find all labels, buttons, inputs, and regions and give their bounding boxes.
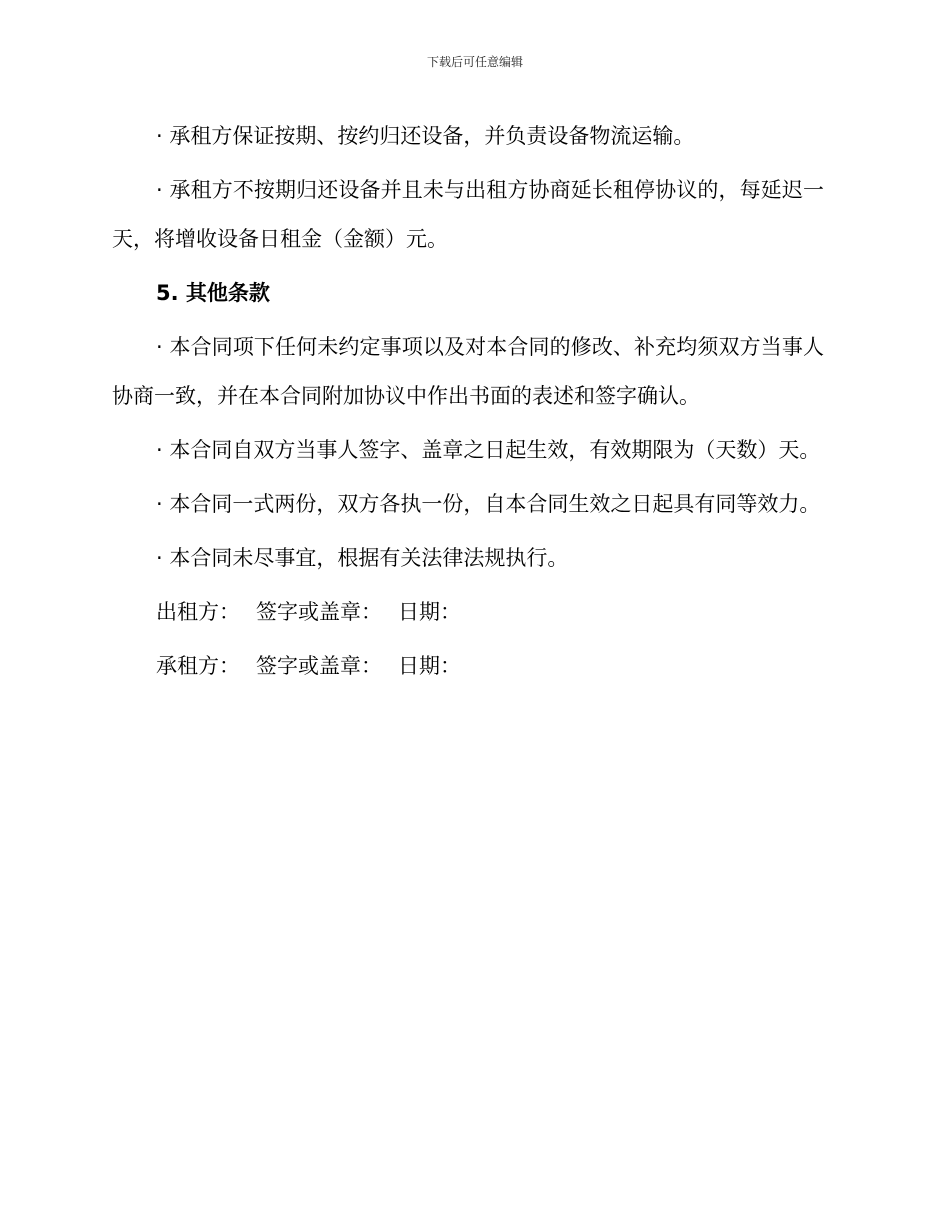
clause-return-equipment: · 承租方保证按期、按约归还设备，并负责设备物流运输。 bbox=[156, 124, 695, 148]
clause-effective-date: · 本合同自双方当事人签字、盖章之日起生效，有效期限为（天数）天。 bbox=[156, 438, 821, 462]
lessee-date-label: 日期： bbox=[398, 654, 461, 678]
page-header: 下载后可任意编辑 bbox=[426, 55, 523, 69]
document-body bbox=[112, 112, 824, 696]
clause-copies: · 本合同一式两份，双方各执一份，自本合同生效之日起具有同等效力。 bbox=[156, 492, 821, 516]
lessee-signature-line bbox=[112, 642, 824, 691]
lessor-sign-label: 签字或盖章： bbox=[256, 600, 382, 624]
lessor-date-label: 日期： bbox=[398, 600, 461, 624]
lessor-label: 出租方： bbox=[156, 600, 240, 624]
lessor-signature-line bbox=[112, 588, 824, 637]
lessee-sign-label: 签字或盖章： bbox=[256, 654, 382, 678]
section-heading-other-terms: 5. 其他条款 bbox=[156, 281, 270, 305]
clause-late-return-penalty: · 承租方不按期归还设备并且未与出租方协商延长租停协议的，每延迟一天，将增收设备日租金（金额）元。 bbox=[112, 178, 824, 251]
clause-unresolved-matters: · 本合同未尽事宜，根据有关法律法规执行。 bbox=[156, 546, 569, 570]
clause-amendments: · 本合同项下任何未约定事项以及对本合同的修改、补充均须双方当事人协商一致，并在本合同附加协议中作出书面的表述和签字确认。 bbox=[112, 335, 824, 408]
lessee-label: 承租方： bbox=[156, 654, 240, 678]
